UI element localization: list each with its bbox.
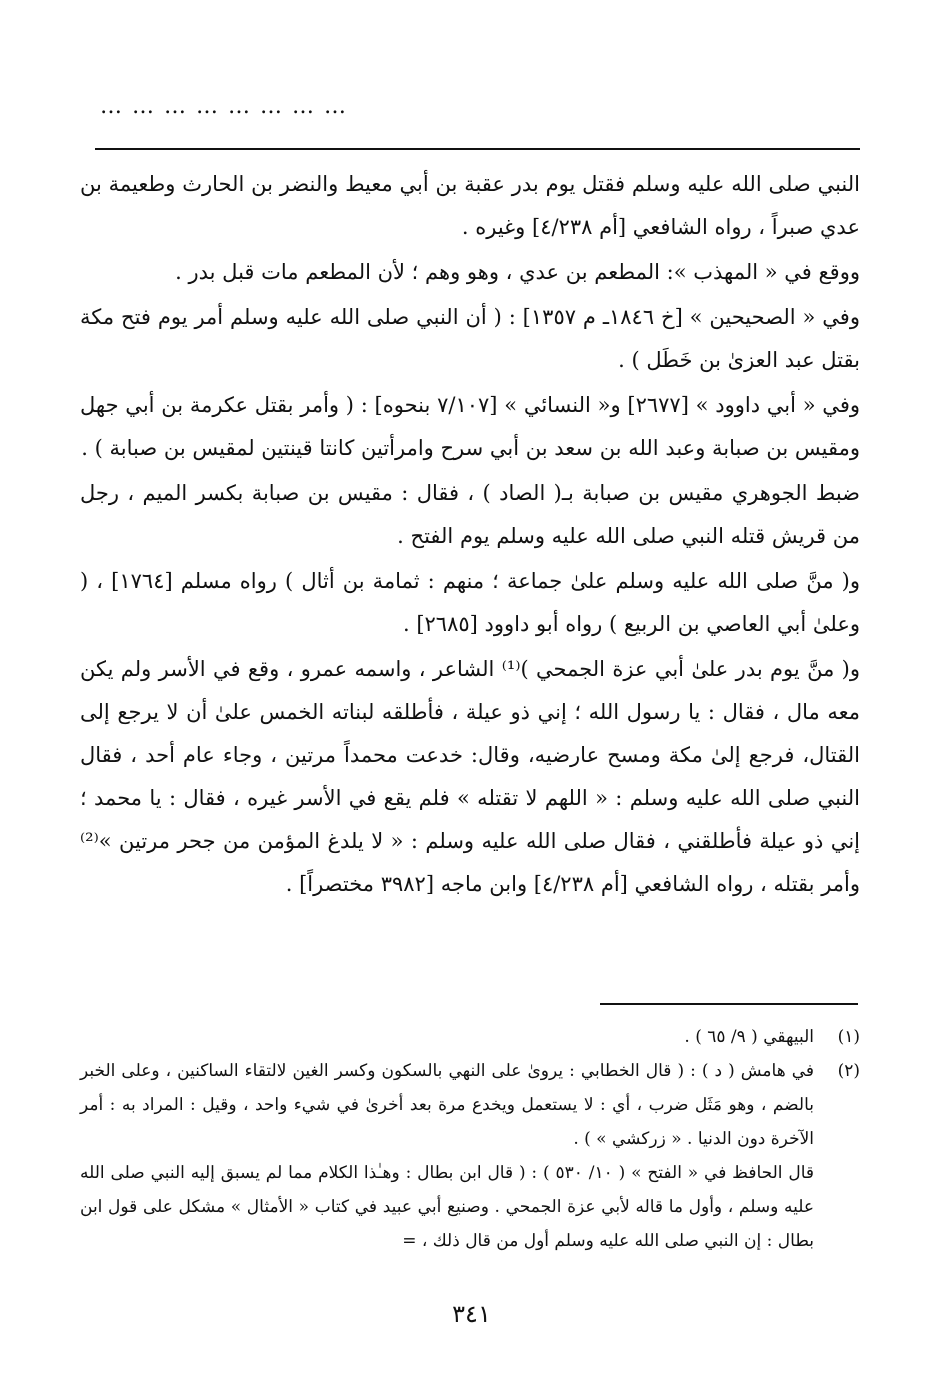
footnote <box>80 1020 860 1054</box>
footnote <box>80 1054 860 1156</box>
main-text <box>80 163 860 908</box>
footnote-continuation: قال الحافظ في « الفتح » ( ١٠/ ٥٣٠ ) : ( قال ابن بطال : وهـٰذا الكلام مما لم يسبق إليه النبي صلى الله عليه وسلم ، وأول ما قاله لأبي عزة الجمحي . وصنيع أبي عبيد في كتاب « الأمثال » مشكل على قول ابن بطال : إن النبي صلى الله عليه وسلم أول من قال ذلك ، = <box>80 1163 815 1251</box>
paragraph: وفي « أبي داوود » [٢٦٧٧] و« النسائي » [٧/١٠٧ بنحوه] : ( وأمر بقتل عكرمة بن أبي جهل ومقيس بن صبابة وعبد الله بن سعد بن أبي سرح وامرأتين كانتا قينتين لمقيس بن صبابة ) . <box>80 393 860 460</box>
paragraph: و( منَّ يوم بدر علىٰ أبي عزة الجمحي )⁽¹⁾ الشاعر ، واسمه عمرو ، وقع في الأسر ولم يكن معه مال ، فقال : يا رسول الله ؛ إني ذو عيلة ، فأطلقه لبناته الخمس علىٰ أن لا يرجع إلى القتال، فرجع إلىٰ مكة ومسح عارضيه، وقال: خدعت محمداً مرتين ، وجاء عام أحد ، فقال النبي صلى الله عليه وسلم : « اللهم لا تقتله » فلم يقع في الأسر غيره ، فقال : يا محمد ؛ إني ذو عيلة فأطلقني ، فقال صلى الله عليه وسلم : « لا يلدغ المؤمن من جحر مرتين »⁽²⁾ وأمر بقتله ، رواه الشافعي [أم ٤/٢٣٨] وابن ماجه [٣٩٨٢ مختصراً] . <box>80 657 860 896</box>
paragraph: وفي « الصحيحين » [خ ١٨٤٦ـ م ١٣٥٧] : ( أن النبي صلى الله عليه وسلم أمر يوم فتح مكة بقتل عبد العزىٰ بن خَطَل ) . <box>80 305 860 372</box>
footnote-number: (٢) <box>837 1061 860 1081</box>
header-dots: …………………… <box>100 94 356 119</box>
page-number: ٣٤١ <box>452 1300 491 1328</box>
paragraph: النبي صلى الله عليه وسلم فقتل يوم بدر عقبة بن أبي معيط والنضر بن الحارث وطعيمة بن عدي صبراً ، رواه الشافعي [أم ٤/٢٣٨] وغيره . <box>80 172 860 239</box>
paragraph: و( منَّ صلى الله عليه وسلم علىٰ جماعة ؛ منهم : ثمامة بن أثال ) رواه مسلم [١٧٦٤] ، ( وعلىٰ أبي العاصي بن الربيع ) رواه أبو داوود [٢٦٨٥] . <box>80 569 860 636</box>
footnotes <box>80 1020 860 1258</box>
footnote-text: في هامش ( د ) : ( قال الخطابي : يروىٰ على النهي بالسكون وكسر الغين لالتقاء الساكنين ، وعلى الخبر بالضم ، وهو مَثَل ضرب ، أي : لا يستعمل ويخدع مرة بعد أخرىٰ في شيء واحد ، وقيل : المراد به : أمر الآخرة دون الدنيا . « زركشي » ) . <box>80 1061 814 1149</box>
paragraph: ووقع في « المهذب »: المطعم بن عدي ، وهو وهم ؛ لأن المطعم مات قبل بدر . <box>175 260 860 284</box>
footnote-rule <box>600 1003 858 1005</box>
footnote-text: البيهقي ( ٩/ ٦٥ ) . <box>684 1027 814 1047</box>
paragraph: ضبط الجوهري مقيس بن صبابة بـ( الصاد ) ، فقال : مقيس بن صبابة بكسر الميم ، رجل من قريش قتله النبي صلى الله عليه وسلم يوم الفتح . <box>80 481 860 548</box>
footnote-number: (١) <box>837 1027 860 1047</box>
header-rule <box>95 148 860 150</box>
